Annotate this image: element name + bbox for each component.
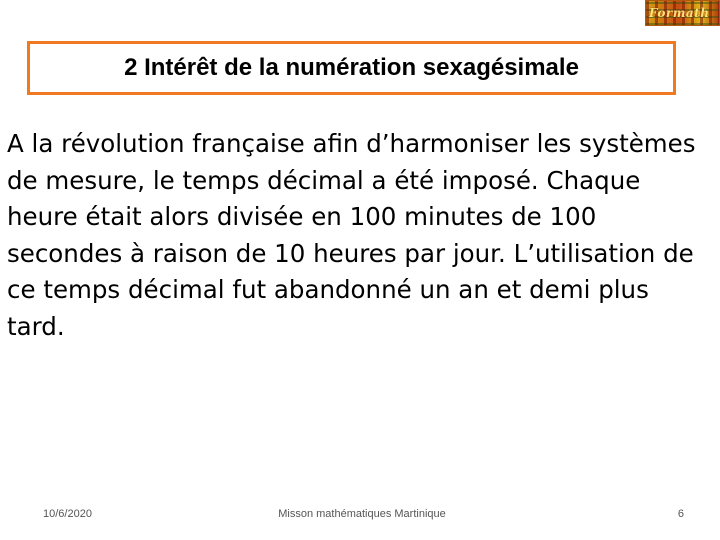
footer-page-number: 6: [677, 508, 684, 520]
logo-text: Formath: [649, 6, 710, 20]
footer-date: 10/6/2020: [43, 508, 92, 520]
title-box: [27, 41, 676, 95]
slide-title: 2 Intérêt de la numération sexagésimale: [124, 54, 579, 81]
slide-body-text: A la révolution française afin d’harmoniser les systèmes de mesure, le temps décimal a été imposé. Chaque heure était alors divisée en 100 minutes de 100 secondes à raison de 10 heures par jour. L’utilisation de ce temps décimal fut abandonné un an et demi plus tard.: [7, 129, 696, 341]
formath-logo: [645, 0, 720, 26]
footer-center-text: Misson mathématiques Martinique: [278, 508, 446, 520]
